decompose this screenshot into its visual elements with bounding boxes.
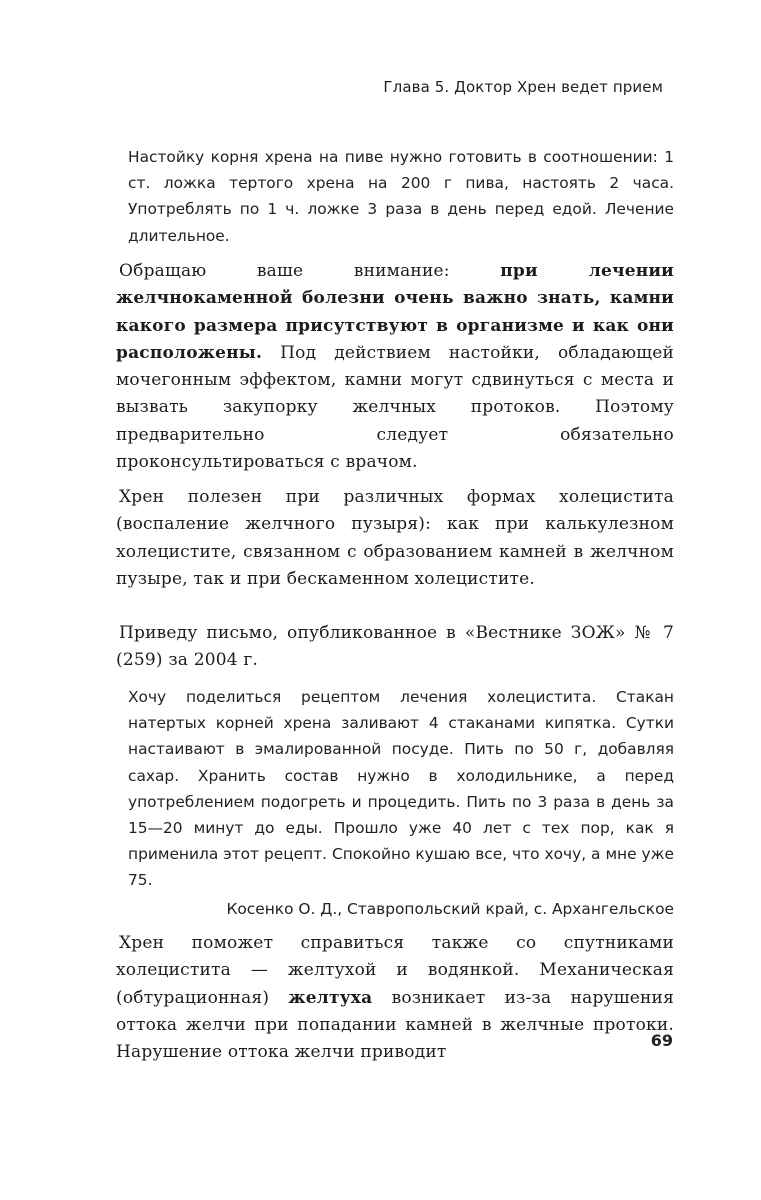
paragraph-attention-rest: Под действием настойки, обладающей мочегонным эффектом, камни могут сдвинуться с места и вызвать закупорку желчных протоков. Поэтому предварительно следует обязательно проконсультироваться с врачом. <box>116 342 674 473</box>
letter-text: Хочу поделиться рецептом лечения холецистита. Стакан натертых корней хрена заливают 4 стаканами кипятка. Сутки настаивают в эмалированной посуде. Пить по 50 г, добавляя сахар. Хранить состав нужно в холодильнике, а перед употреблением подогреть и процедить. Пить по 3 раза в день за 15—20 минут до еды. Прошло уже 40 лет с тех пор, как я применила этот рецепт. Спокойно кушаю все, что хочу, а мне уже 75. <box>128 688 674 890</box>
recipe-tincture: Настойку корня хрена на пиве нужно готовить в соотношении: 1 ст. ложка тертого хрена на 200 г пива, настоять 2 часа. Употреблять по 1 ч. ложке 3 раза в день перед едой. Лечение длительное. <box>128 148 674 245</box>
paragraph-cholecystitis: Хрен полезен при различных формах холецистита (воспаление желчного пузыря): как при калькулезном холецистите, связанном с образованием камней в желчном пузыре, так и при бескаменном холецистите. <box>116 487 674 589</box>
paragraph-attention-lead: Обращаю ваше внимание: <box>119 261 501 281</box>
paragraph-jaundice <box>116 930 674 1066</box>
paragraph-letter-intro: Приведу письмо, опубликованное в «Вестнике ЗОЖ» № 7 (259) за 2004 г. <box>116 623 674 671</box>
running-head: Глава 5. Доктор Хрен ведет прием <box>383 78 663 96</box>
paragraph-attention <box>116 258 674 476</box>
letter-quote <box>128 684 674 922</box>
letter-signature: Косенко О. Д., Ставропольский край, с. Архангельское <box>226 899 674 918</box>
paragraph-jaundice-rest: возникает из-за нарушения оттока желчи при попадании камней в желчные протоки. Нарушение оттока желчи приводит <box>116 987 674 1063</box>
paragraph-attention-bold: при лечении желчнокаменной болезни очень важно знать, камни какого размера присутствуют в организме и как они расположены. <box>116 261 674 363</box>
page-number: 69 <box>650 1031 673 1050</box>
paragraph-jaundice-lead: Хрен поможет справиться также со спутниками холецистита — желтухой и водянкой. Механическая (обтурационная) <box>116 933 674 1008</box>
paragraph-jaundice-bold: желтуха <box>288 987 373 1008</box>
